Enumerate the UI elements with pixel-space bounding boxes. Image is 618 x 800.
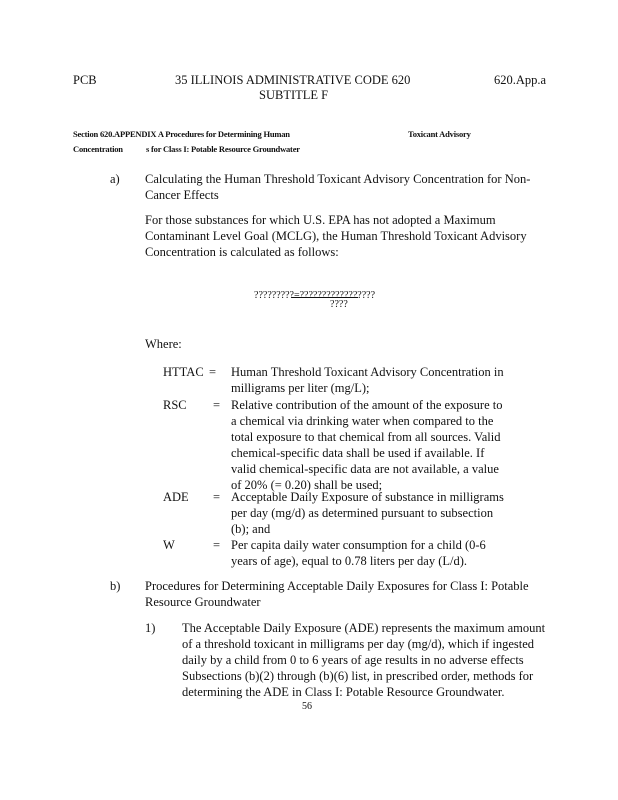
item-b1-line: determining the ADE in Class I: Potable Resource Groundwater. — [182, 685, 505, 699]
item-b-title-line: Procedures for Determining Acceptable Daily Exposures for Class I: Potable — [145, 579, 529, 593]
definition-line: total exposure to that chemical from all sources. Valid — [231, 430, 501, 444]
definition-line: of 20% (= 0.20) shall be used; — [231, 478, 383, 492]
definition-equals: = — [213, 490, 221, 504]
item-a-body — [145, 212, 527, 260]
item-b1-label: 1) — [145, 621, 156, 635]
section-heading-line2: Concentration — [73, 144, 123, 154]
item-b1-line: Subsections (b)(2) through (b)(6) list, in prescribed order, methods for — [182, 669, 534, 683]
item-b1-line: The Acceptable Daily Exposure (ADE) represents the maximum amount — [182, 621, 546, 635]
definition-text-w — [231, 537, 486, 569]
definition-line: per day (mg/d) as determined pursuant to subsection — [231, 506, 494, 520]
item-a-title-line: Cancer Effects — [145, 188, 219, 202]
definition-text-rsc — [231, 397, 502, 493]
definition-line: Human Threshold Toxicant Advisory Concentration in — [231, 365, 504, 379]
definition-line: Per capita daily water consumption for a child (0-6 — [231, 538, 486, 552]
item-b-title-line: Resource Groundwater — [145, 595, 261, 609]
item-a-body-line: For those substances for which U.S. EPA has not adopted a Maximum — [145, 213, 496, 227]
definition-text-httac — [231, 364, 504, 396]
section-heading-line1: Section 620.APPENDIX A Procedures for Determining Human — [73, 129, 290, 139]
httac-formula-denominator: ???? — [330, 299, 348, 310]
definition-line: Acceptable Daily Exposure of substance in milligrams — [231, 490, 504, 504]
section-heading-line1-right: Toxicant Advisory — [408, 129, 471, 139]
definition-line: (b); and — [231, 522, 271, 536]
item-a-body-line: Contaminant Level Goal (MCLG), the Human Threshold Toxicant Advisory — [145, 229, 527, 243]
definition-term-ade: ADE — [163, 490, 189, 504]
formula-fraction-bar — [292, 297, 358, 298]
item-a-body-line: Concentration is calculated as follows: — [145, 245, 339, 259]
definition-line: valid chemical-specific data are not available, a value — [231, 462, 499, 476]
definition-equals: = — [209, 365, 217, 379]
header-agency: PCB — [73, 73, 97, 87]
item-a-title — [145, 171, 530, 203]
httac-formula-numerator: ?????????=????????????????? — [254, 290, 376, 301]
header-subtitle: SUBTITLE F — [259, 88, 329, 102]
definition-line: a chemical via drinking water when compared to the — [231, 414, 494, 428]
item-b1-line: daily by a child from 0 to 6 years of age results in no adverse effects — [182, 653, 524, 667]
section-heading-line2-right: s for Class I: Potable Resource Groundwater — [146, 144, 300, 154]
definition-line: years of age), equal to 0.78 liters per day (L/d). — [231, 554, 468, 568]
definition-term-rsc: RSC — [163, 398, 187, 412]
definition-text-ade — [231, 489, 504, 537]
header-section-number: 620.App.a — [494, 73, 547, 87]
definition-line: chemical-specific data shall be used if available. If — [231, 446, 485, 460]
where-label: Where: — [145, 337, 182, 351]
item-a-label: a) — [110, 172, 120, 186]
item-b-label: b) — [110, 579, 121, 593]
definition-line: Relative contribution of the amount of the exposure to — [231, 398, 503, 412]
item-a-title-line: Calculating the Human Threshold Toxicant Advisory Concentration for Non- — [145, 172, 531, 186]
page-number: 56 — [302, 701, 312, 712]
definition-line: milligrams per liter (mg/L); — [231, 381, 370, 395]
item-b1-text — [182, 620, 545, 700]
definition-term-httac: HTTAC — [163, 365, 204, 379]
item-b1-line: of a threshold toxicant in milligrams per day (mg/d), which if ingested — [182, 637, 535, 651]
definition-term-w: W — [163, 538, 175, 552]
definition-equals: = — [213, 538, 221, 552]
definition-equals: = — [213, 398, 221, 412]
header-code-title: 35 ILLINOIS ADMINISTRATIVE CODE 620 — [175, 73, 411, 87]
item-b-title — [145, 578, 529, 610]
